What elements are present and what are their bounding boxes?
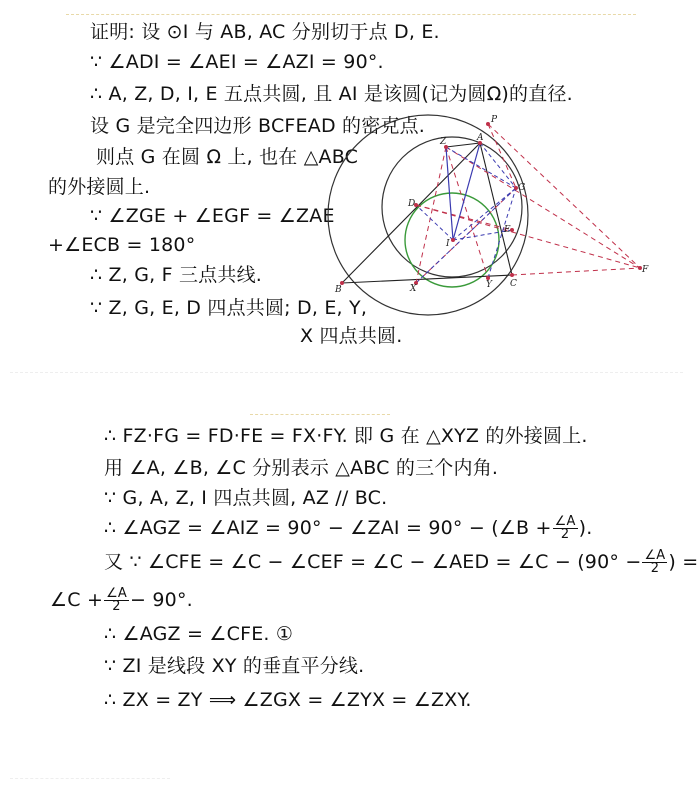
proof-line-1: 证明: 设 ⊙I 与 AB, AC 分别切于点 D, E. bbox=[90, 21, 440, 43]
label-c: C bbox=[510, 279, 517, 289]
proof-line-9: ∴ Z, G, F 三点共线. bbox=[90, 264, 263, 286]
label-p: P bbox=[491, 115, 498, 125]
proof2-line-1: ∴ FZ·FG = FD·FE = FX·FY. 即 G 在 △XYZ 的外接圆上. bbox=[104, 425, 588, 447]
proof2-line-7: ∴ ∠AGZ = ∠CFE. ① bbox=[104, 623, 294, 645]
proof-line-11: X 四点共圆. bbox=[300, 325, 403, 347]
proof2-line-3: ∵ G, A, Z, I 四点共圆, AZ // BC. bbox=[104, 487, 388, 509]
proof2-line-5-tail: ) = bbox=[668, 551, 698, 573]
top-border bbox=[66, 14, 636, 15]
section2-top-border bbox=[250, 414, 390, 415]
label-f: F bbox=[642, 265, 649, 275]
fraction-a-over-2-c: $\frac{\angle A}{2}$ bbox=[106, 586, 128, 614]
label-y: Y bbox=[486, 280, 492, 290]
label-x: X bbox=[410, 284, 417, 294]
label-a: A bbox=[477, 133, 484, 143]
proof2-line-5-text: 又 ∵ ∠CFE = ∠C − ∠CEF = ∠C − ∠AED = ∠C − (90° − bbox=[104, 551, 642, 573]
proof2-line-2: 用 ∠A, ∠B, ∠C 分别表示 △ABC 的三个内角. bbox=[104, 457, 499, 479]
bottom-border bbox=[10, 778, 170, 779]
proof2-line-5 bbox=[104, 550, 698, 575]
label-e: E bbox=[504, 225, 511, 235]
proof2-line-6-tail: − 90°. bbox=[130, 589, 193, 611]
proof2-line-6-text: ∠C + bbox=[50, 589, 104, 611]
proof-line-6: 的外接圆上. bbox=[48, 176, 151, 198]
proof2-line-4-text: ∴ ∠AGZ = ∠AIZ = 90° − ∠ZAI = 90° − (∠B + bbox=[104, 517, 552, 539]
proof2-line-4-tail: ). bbox=[578, 517, 593, 539]
proof-line-8: +∠ECB = 180° bbox=[48, 234, 196, 256]
proof-line-5: 则点 G 在圆 Ω 上, 也在 △ABC bbox=[96, 146, 359, 168]
label-z: Z bbox=[440, 137, 447, 147]
circle-omega bbox=[382, 137, 522, 277]
proof-line-7: ∵ ∠ZGE + ∠EGF = ∠ZAE bbox=[90, 205, 335, 227]
fraction-a-over-2-b: $\frac{\angle A}{2}$ bbox=[644, 548, 666, 576]
proof2-line-9: ∴ ZX = ZY ⟹ ∠ZGX = ∠ZYX = ∠ZXY. bbox=[104, 689, 472, 711]
proof2-line-6 bbox=[50, 588, 193, 613]
fraction-a-over-2: $\frac{\angle A}{2}$ bbox=[554, 514, 576, 542]
label-g: G bbox=[518, 183, 526, 193]
proof2-line-4 bbox=[104, 516, 592, 541]
label-d: D bbox=[408, 199, 416, 209]
proof2-line-8: ∵ ZI 是线段 XY 的垂直平分线. bbox=[104, 655, 365, 677]
proof-line-3: ∴ A, Z, D, I, E 五点共圆, 且 AI 是该圆(记为圆Ω)的直径. bbox=[90, 83, 573, 105]
section-divider bbox=[10, 372, 683, 373]
label-i: I bbox=[446, 239, 450, 249]
proof-line-10: ∵ Z, G, E, D 四点共圆; D, E, Y, bbox=[90, 297, 368, 319]
geometry-figure bbox=[335, 115, 675, 345]
proof-line-4: 设 G 是完全四边形 BCFEAD 的密克点. bbox=[90, 115, 426, 137]
label-b: B bbox=[335, 285, 342, 295]
proof-line-2: ∵ ∠ADI = ∠AEI = ∠AZI = 90°. bbox=[90, 51, 384, 73]
